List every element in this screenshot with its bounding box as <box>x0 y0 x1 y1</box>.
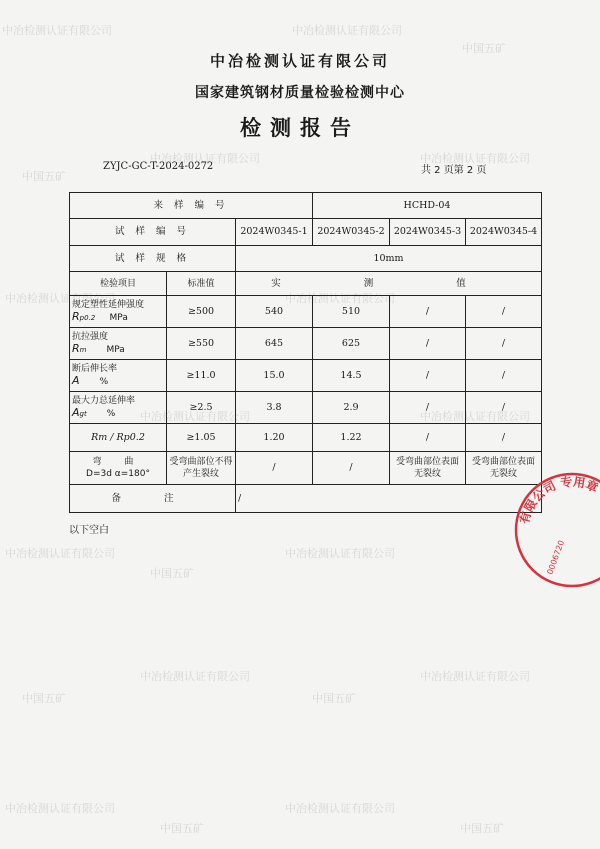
item-cell <box>70 392 167 424</box>
measured-value: 510 <box>313 296 390 328</box>
report-code: ZYJC-GC-T-2024-0272 <box>103 161 214 172</box>
measured-value: 540 <box>236 296 313 328</box>
item-cell <box>70 328 167 360</box>
report-title: 检测报告 <box>240 116 360 140</box>
blank-note: 以下空白 <box>69 525 109 536</box>
watermark: 中冶检测认证有限公司 <box>292 24 402 37</box>
item-symbol: R <box>72 342 80 355</box>
measured-value: / <box>390 328 466 360</box>
bend-result: 受弯曲部位表面无裂纹 <box>466 452 542 485</box>
standard-value: ≥11.0 <box>167 360 236 392</box>
watermark: 中冶检测认证有限公司 <box>140 410 250 423</box>
ratio-label: Rm / Rp0.2 <box>70 424 167 452</box>
watermark: 中冶检测认证有限公司 <box>150 152 260 165</box>
svg-text:有限公司 专用章 <box>516 474 600 526</box>
measured-header: 实 测 值 <box>236 272 542 296</box>
watermark: 中冶检测认证有限公司 <box>140 670 250 683</box>
sample-no-label: 来 样 编 号 <box>70 193 313 219</box>
measured-value: / <box>390 392 466 424</box>
measured-value: / <box>390 296 466 328</box>
watermark: 中国五矿 <box>460 822 504 835</box>
watermark: 中冶检测认证有限公司 <box>420 670 530 683</box>
specimen-no: 2024W0345-3 <box>390 219 466 246</box>
item-subscript: p0.2 <box>79 314 96 322</box>
item-symbol: R <box>72 310 80 323</box>
bend-cell <box>70 452 167 485</box>
standard-value: ≥500 <box>167 296 236 328</box>
measured-value: / <box>466 296 542 328</box>
watermark: 中国五矿 <box>462 42 506 55</box>
spec-value: 10mm <box>236 246 542 272</box>
bend-result: 受弯曲部位表面无裂纹 <box>390 452 466 485</box>
specimen-no-label: 试 样 编 号 <box>70 219 236 246</box>
seal-number: 0006720 <box>545 539 567 576</box>
measured-value: / <box>390 360 466 392</box>
standard-header: 标准值 <box>167 272 236 296</box>
item-subscript: m <box>79 346 87 354</box>
measured-value: 1.22 <box>313 424 390 452</box>
watermark: 中冶检测认证有限公司 <box>420 410 530 423</box>
bend-standard: 受弯曲部位不得产生裂纹 <box>167 452 236 485</box>
watermark: 中冶检测认证有限公司 <box>5 802 115 815</box>
item-unit: % <box>99 377 109 387</box>
watermark: 中冶检测认证有限公司 <box>420 152 530 165</box>
standard-value: ≥2.5 <box>167 392 236 424</box>
watermark: 中冶检测认证有限公司 <box>2 24 112 37</box>
specimen-no: 2024W0345-1 <box>236 219 313 246</box>
item-cell <box>70 296 167 328</box>
measured-value: 15.0 <box>236 360 313 392</box>
measured-value: / <box>466 328 542 360</box>
watermark: 中冶检测认证有限公司 <box>5 547 115 560</box>
watermark: 中冶检测认证有限公司 <box>5 292 115 305</box>
watermark: 中国五矿 <box>150 567 194 580</box>
bend-result: / <box>313 452 390 485</box>
item-subscript: gt <box>79 410 87 418</box>
item-unit: MPa <box>106 345 125 355</box>
remarks-label: 备 注 <box>70 485 236 513</box>
standard-value: ≥1.05 <box>167 424 236 452</box>
item-name: 断后伸长率 <box>72 364 118 374</box>
measured-value: / <box>466 392 542 424</box>
item-name: 最大力总延伸率 <box>72 396 136 406</box>
measured-value: / <box>466 424 542 452</box>
specimen-no: 2024W0345-2 <box>313 219 390 246</box>
measured-value: 2.9 <box>313 392 390 424</box>
watermark: 中国五矿 <box>312 692 356 705</box>
watermark: 中国五矿 <box>160 822 204 835</box>
item-unit: % <box>106 409 116 419</box>
company-seal <box>512 470 600 590</box>
watermark: 中冶检测认证有限公司 <box>285 547 395 560</box>
measured-value: / <box>390 424 466 452</box>
seal-text: 有限公司 专用章 <box>517 474 600 526</box>
watermark: 中冶检测认证有限公司 <box>285 802 395 815</box>
measured-value: 3.8 <box>236 392 313 424</box>
item-name: 规定塑性延伸强度 <box>72 300 145 310</box>
bend-result: / <box>236 452 313 485</box>
item-symbol: A <box>72 406 80 419</box>
results-table <box>69 192 542 513</box>
measured-value: 14.5 <box>313 360 390 392</box>
specimen-no: 2024W0345-4 <box>466 219 542 246</box>
measured-value: 1.20 <box>236 424 313 452</box>
item-unit: MPa <box>109 313 128 323</box>
company-name: 中冶检测认证有限公司 <box>209 52 390 70</box>
center-name: 国家建筑钢材质量检验检测中心 <box>195 85 405 101</box>
page-counter: 共 2 页第 2 页 <box>421 165 487 176</box>
measured-value: 645 <box>236 328 313 360</box>
spec-label: 试 样 规 格 <box>70 246 236 272</box>
measured-value: / <box>466 360 542 392</box>
watermark: 中冶检测认证有限公司 <box>285 292 395 305</box>
item-header: 检验项目 <box>70 272 167 296</box>
watermark: 中国五矿 <box>22 170 66 183</box>
sample-no: HCHD-04 <box>313 193 542 219</box>
item-name: 抗拉强度 <box>72 332 109 342</box>
item-cell <box>70 360 167 392</box>
bend-name: 弯 曲 <box>92 457 144 467</box>
bend-condition: D=3d α=180° <box>86 469 150 479</box>
item-symbol: A <box>72 374 80 387</box>
watermark: 中国五矿 <box>22 692 66 705</box>
measured-value: 625 <box>313 328 390 360</box>
remarks-value: / <box>236 485 542 513</box>
standard-value: ≥550 <box>167 328 236 360</box>
